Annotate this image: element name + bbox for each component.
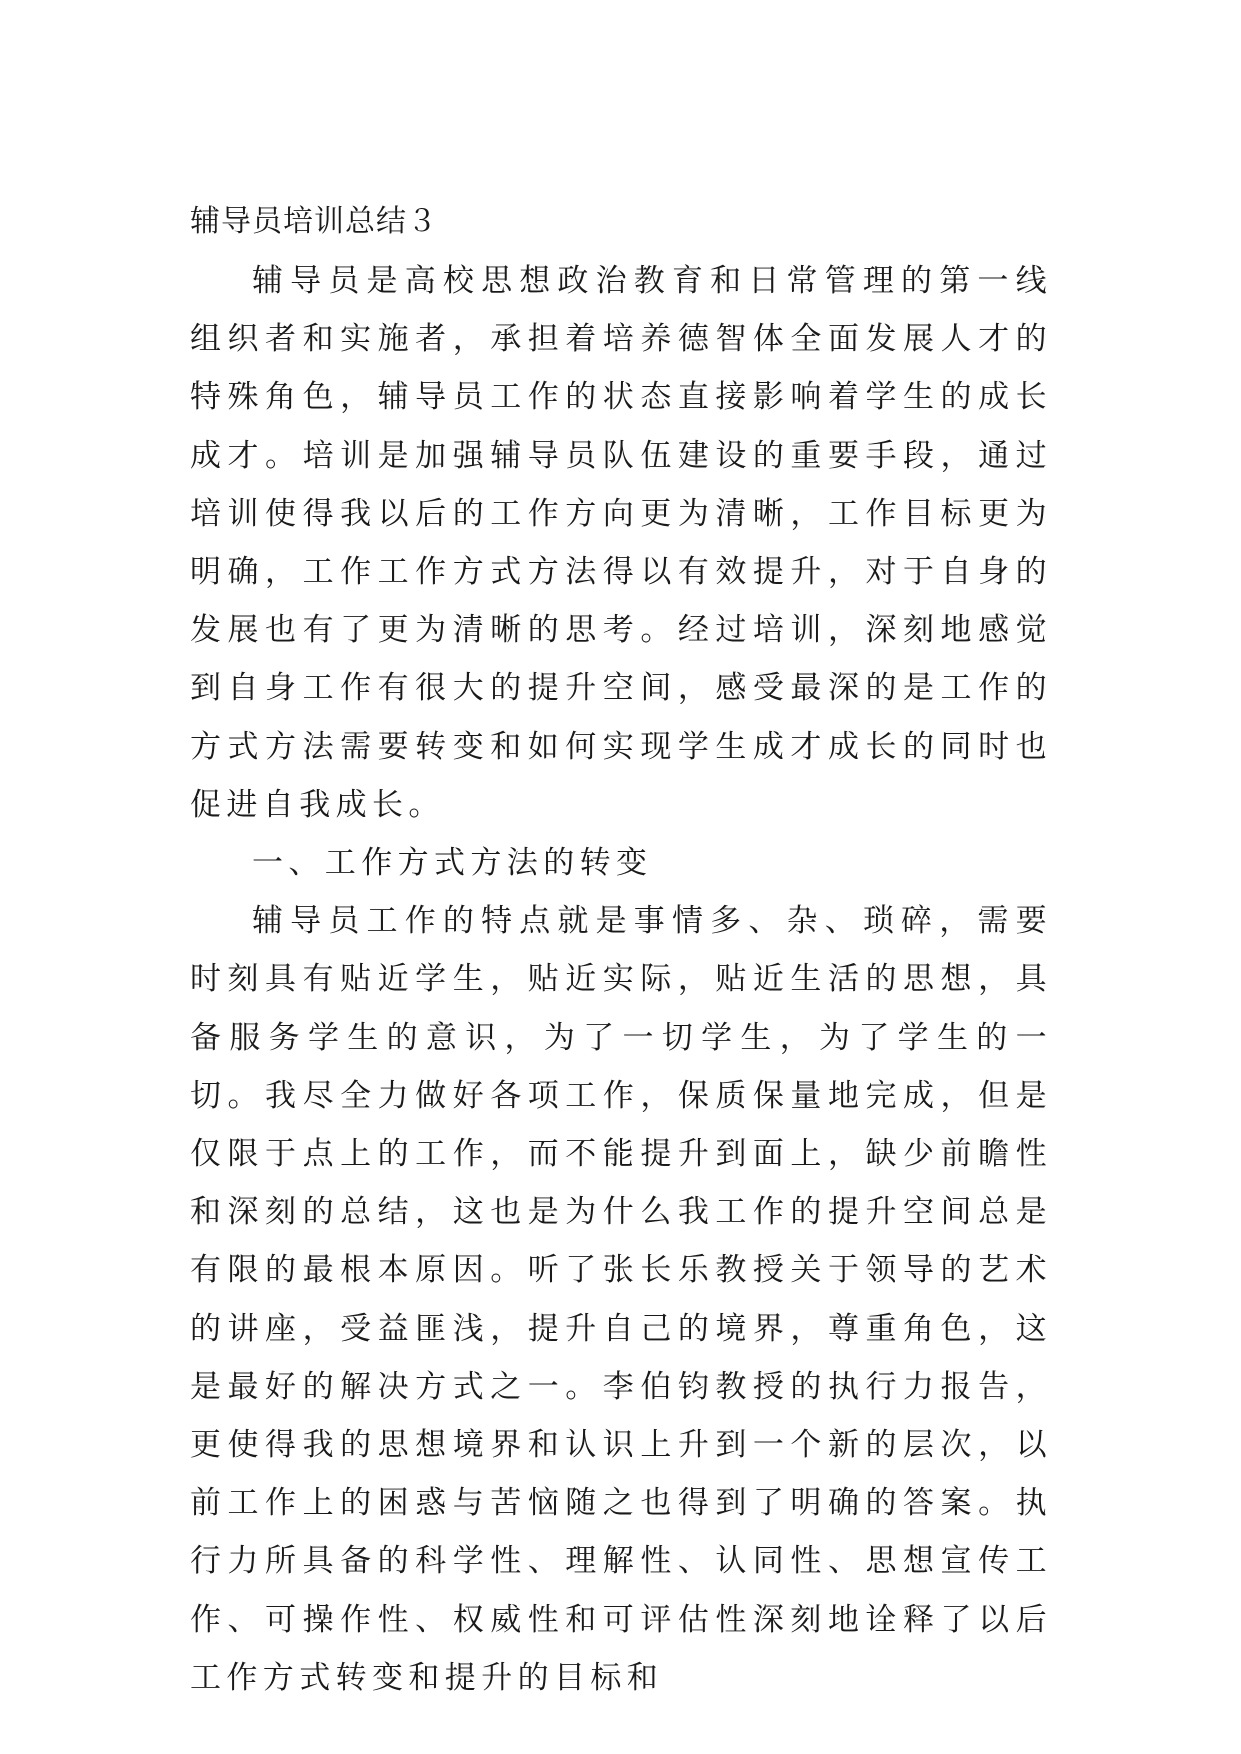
section-heading: 一、工作方式方法的转变 [252,845,653,882]
document-title: 辅导员培训总结３ [190,204,438,239]
intro-paragraph: 辅导员是高校思想政治教育和日常管理的第一线组织者和实施者，承担着培养德智体全面发展人才的特殊角色，辅导员工作的状态直接影响着学生的成长成才。培训是加强辅导员队伍建设的重要手段，通过培训使得我以后的工作方向更为清晰，工作目标更为明确，工作工作方式方法得以有效提升，对于自身的发展也有了更为清晰的思考。经过培训，深刻地感觉到自身工作有很大的提升空间，感受最深的是工作的方式方法需要转变和如何实现学生成才成长的同时也促进自我成长。 [190,263,1052,823]
section-paragraph: 辅导员工作的特点就是事情多、杂、琐碎，需要时刻具有贴近学生，贴近实际，贴近生活的思想，具备服务学生的意识，为了一切学生，为了学生的一切。我尽全力做好各项工作，保质保量地完成，但是仅限于点上的工作，而不能提升到面上，缺少前瞻性和深刻的总结，这也是为什么我工作的提升空间总是有限的最根本原因。听了张长乐教授关于领导的艺术的讲座，受益匪浅，提升自己的境界，尊重角色，这是最好的解决方式之一。李伯钧教授的执行力报告，更使得我的思想境界和认识上升到一个新的层次，以前工作上的困惑与苦恼随之也得到了明确的答案。执行力所具备的科学性、理解性、认同性、思想宣传工作、可操作性、权威性和可评估性深刻地诠释了以后工作方式转变和提升的目标和 [190,903,1052,1696]
document-body [190,252,1052,1707]
